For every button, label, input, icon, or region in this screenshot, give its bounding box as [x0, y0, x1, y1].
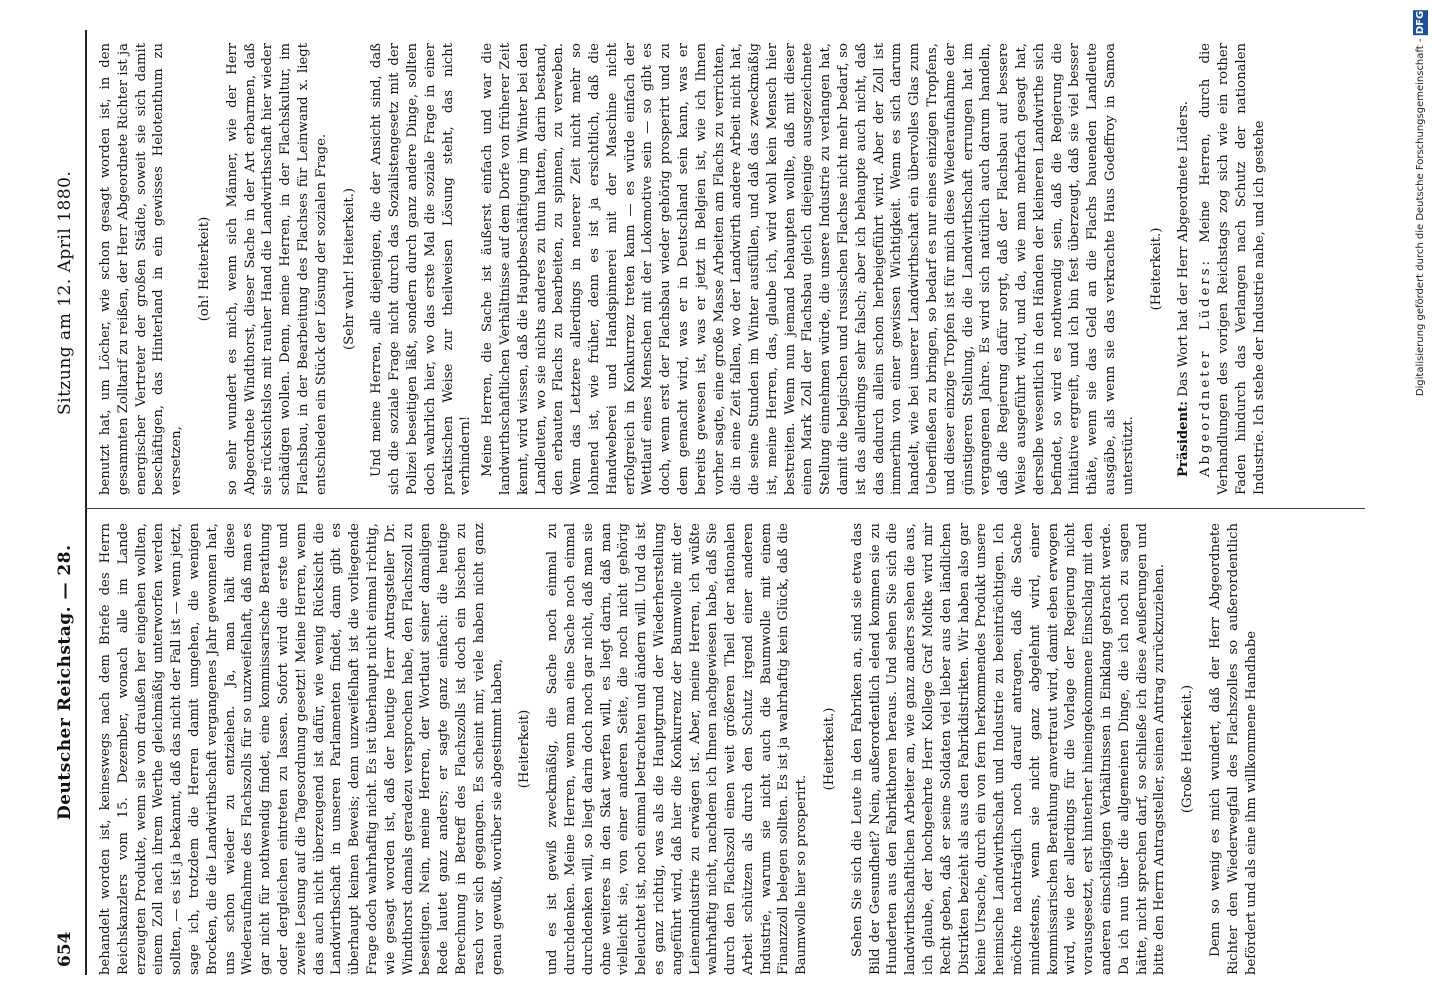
paragraph: Meine Herren, die Sache ist äußerst einfach und war die landwirthschaftlichen Verhältnisse auf dem Dorfe von früherer Zeit kennt, wird wissen, daß die Hauptbeschäftigung im Winter bei den Landleuten, wo sie nichts anderes zu thun hatten, darin bestand, den erbauten Flachs zu bearbeiten, zu spinnen, zu verweben. Wenn das Letztere allerdings in neuerer Zeit nicht mehr so lohnend ist, wie früher, denn es ist ja ersichtlich, daß die Handweberei und Handspinnerei mit der Maschine nicht erfolgreich in Konkurrenz treten kann — es würde einfach der Wettlauf eines Menschen mit der Lokomotive sein — so gibt es doch, wenn erst der Flachsbau wieder gehörig prosperirt und zu dem gemacht wird, was er in Deutschland sein kann, was er bereits gewesen ist, was er jetzt in Belgien ist, wie ich Ihnen vorher sagte, eine große Masse Arbeiten am Flachs zu verrichten, die in eine Zeit fallen, wo der Landwirth andere Arbeit nicht hat, die seine Stunden im Winter ausfüllen, und daß das zweckmäßig ist, meine Herren, das, glaube ich, wird wohl kein Mensch hier bestreiten. Wenn nun jemand behaupten wollte, daß mit dieser einen Mark Zoll der Flachsbau gleich diejenige ausgezeichnete Stellung einnehmen würde, die unsere Industrie zu verlangen hat, damit die belgischen und russischen Flachse nicht mehr bedarf, so ist das allerdings sehr falsch; aber ich behaupte auch nicht, daß das dadurch allein schon herbeigeführt wird. Aber der Zoll ist immerhin von einer gewissen Wichtigkeit. Wenn es sich darum handelt, wie bei unserer Landwirthschaft ein übervolles Glas zum Ueberfließen zu bringen, so bedarf es nur eines einzigen Tropfens, und dieser einzige Tropfen ist für mich diese Wiederaufnahme der günstigeren Stellung, die die Landwirthschaft errungen hat im vergangenen Jahre. Es wird sich natürlich auch darum handeln, daß die Regierung dafür sorgt, daß der Flachsbau auf bessere Weise ausgeführt wird, und da, wie man mehrfach gesagt hat, derselbe wesentlich in den Händen der kleineren Landwirthe sich befindet, so wird es nothwendig sein, daß die Regierung die Initiative ergreift, und ich bin fest überzeugt, daß sie viel besser thäte, wenn sie das Geld an die Flachs bauenden Landleute ausgäbe, als wenn sie das verkrachte Haus Godeffroy in Samoa unterstützt. — [480, 43, 1136, 495]
digitization-text: Digitalisierung gefördert durch die Deutsche Forschungsgemeinschaft - — [1415, 38, 1426, 397]
interjection: (Sehr wahr! Heiterkeit.) — [341, 188, 357, 350]
paragraph: Und meine Herren, alle diejenigen, die der Ansicht sind, daß sich die soziale Frage nicht durch das Sozialistengesetz mit der Polizei beseitigen läßt, sondern durch ganz andere Dinge, sollten doch wahrlich hier, wo das erste Mal die soziale Frage in einer praktischen Weise zur theilweisen Lösung steht, das nicht verhindern! — [369, 43, 474, 495]
paragraph: behandelt worden ist, keineswegs nach dem Briefe des Herrn Reichskanzlers vom 15. Dezember, wonach alle im Lande erzeugten Produkte, wenn sie von draußen her eingehen wollten, einem Zoll nach ihrem Werthe gleichmäßig unterworfen werden sollten, — es ist ja bekannt, daß das nicht der Fall ist — wenn jetzt, sage ich, trotzdem die Herren damit umgehen, die wenigen Brocken, die die Landwirthschaft vergangenes Jahr gewonnen hat, uns schon wieder zu entziehen. Ja, man hält diese Wiederaufnahme des Flachszolls für so unzweifelhaft, daß man es gar nicht für nothwendig findet, eine kommissarische Berathung oder dergleichen eintreten zu lassen. Sofort wird die erste und zweite Lesung auf die Tagesordnung gesetzt! Meine Herren, wenn das auch nicht überzeugend ist dafür, wie wenig Rücksicht die Landwirthschaft in unseren Parlamenten findet, dann gibt es überhaupt keinen Beweis; denn unzweifelhaft ist die vorliegende Frage doch wahrhaftig nicht. Es ist überhaupt nicht einmal richtig, wie gesagt worden ist, daß der heutige Herr Antragsteller Dr. Windthorst damals geradezu versprochen habe, den Flachszoll zu beseitigen. Nein, meine Herren, der Wortlaut seiner damaligen Rede lautet ganz anders; er sagte ganz einfach: die heutige Berechnung in Betreff des Flachszolls ist doch ein bischen zu rasch vor sich gegangen. Es scheint mir, viele haben nicht ganz genau gewußt, worüber sie abgestimmt haben, — [98, 523, 505, 975]
page-number: 654 — [55, 931, 75, 967]
dfg-logo: DFG — [1415, 11, 1426, 35]
speaker-paragraph — [1197, 43, 1268, 495]
page-header — [45, 30, 87, 975]
digitization-note — [1413, 10, 1428, 396]
paragraph: benutzt hat, um Löcher, wie schon gesagt worden ist, in den gesammten Zolltarif zu reißen, der Herr Abgeordnete Richter ist ja energischer Vertreter der großen Städte, soweit sie sich damit beschäftigen, das Hinterland in ein gewisses Helotenthum zu versetzen, — [98, 43, 185, 495]
right-column — [97, 43, 1367, 495]
speaker-label: Präsident: — [1176, 400, 1192, 477]
paragraph: Sehen Sie sich die Leute in den Fabriken an, sind sie etwa das Bild der Gesundheit? Nein, außerordentlich elend kommen sie zu Hunderten aus den Fabrikthoren heraus. Und sehen Sie sich die landwirthschaftlichen Arbeiter an, wie ganz anders sehen die aus, ich glaube, der hochgeehrte Herr Kollege Graf Moltke wird mir Recht geben, daß er seine Soldaten viel lieber aus den ländlichen Distrikten bezieht als aus den Fabrikdistrikten. Wir haben also gar keine Ursache, durch ein von fern herkommendes Produkt unsere heimische Landwirthschaft und Industrie zu beeinträchtigen. Ich möchte nachträglich noch darauf antragen, daß die Sache mindestens, wenn sie nicht ganz abgelehnt wird, einer kommissarischen Berathung anvertraut wird, damit eben erwogen wird, wie der allerdings für die Vorlage der Regierung nicht vorausgesetzt, erst hinterher hineingekommene Einschlag mit den anderen einschlägigen Verhältnissen in Einklang gebracht werde. Da ich nun über die allgemeinen Dinge, die ich noch zu sagen hätte, nicht sprechen darf, so schließe ich diese Aeußerungen und bitte den Herrn Antragsteller, seinen Antrag zurückzuziehen. — [849, 523, 1168, 975]
document-page — [45, 30, 1385, 975]
session-date: Sitzung am 12. April 1880. — [55, 170, 75, 415]
paragraph: Denn so wenig es mich wundert, daß der Herr Abgeordnete Richter den Wiederwegfall des Flachszolles so außerordentlich befördert und als eine ihm willkommene Handhabe — [1208, 523, 1259, 975]
interjection: (Heiterkeit.) — [1148, 227, 1164, 311]
speaker-text: Das Wort hat der Herr Abgeordnete Lüders. — [1176, 101, 1192, 397]
interjection: (Große Heiterkeit.) — [1180, 684, 1196, 814]
interjection: (Heiterkeit) — [517, 709, 533, 789]
speaker-label: Abgeordneter Lüders: — [1198, 258, 1214, 477]
paragraph: so sehr wundert es mich, wenn sich Männer, wie der Herr Abgeordnete Windthorst, dieser Sache in der Art erbarmen, daß sie rücksichtslos mit rauher Hand die Landwirthschaft hier wieder schädigen wollen. Denn, meine Herren, in der Flachskultur, im Flachsbau, in der Bearbeitung des Flachses für Leinwand x. liegt entschieden ein Stück der Lösung der sozialen Frage. — [224, 43, 329, 495]
publication-title: Deutscher Reichstag. — 28. — [55, 544, 75, 820]
left-column — [97, 523, 1367, 975]
speaker-text: Meine Herren, durch die Verhandlungen des vorigen Reichstags zog sich wie ein rother Faden hindurch das Verlangen nach Schutz der nationalen Industrie. Ich stehe der Industrie nahe, und ich gestehe — [1198, 43, 1267, 495]
column-divider — [85, 508, 1365, 509]
interjection: (Heiterkeit.) — [822, 707, 838, 791]
paragraph: und es ist gewiß zweckmäßig, die Sache noch einmal zu durchdenken. Meine Herren, wenn man eine Sache noch einmal durchdenken will, so liegt darin doch noch gar nicht, daß man sie ohne weiteres in den Skat werfen will, es liegt darin, daß man vielleicht sie, von einer anderen Seite, die noch nicht gehörig beleuchtet ist, noch einmal betrachten und ändern will. Und da ist es ganz richtig, was als die Hauptgrund der Wiederherstellung angeführt wird, daß hier die Konkurrenz der Baumwolle mit der Leinenindustrie zu erwägen ist. Aber, meine Herren, ich wüßte wahrhaftig nicht, nachdem ich Ihnen nachgewiesen habe, daß Sie durch den Flachszoll einen weit größeren Theil der nationalen Arbeit schützen als durch den Schutz irgend einer anderen Industrie, warum sie nicht auch die Baumwolle mit einem Finanzzoll belegen sollten. Es ist ja wahrhaftig kein Glück, daß die Baumwolle hier so prosperirt. — [545, 523, 810, 975]
speaker-paragraph — [1175, 43, 1193, 495]
interjection: (oh! Heiterkeit) — [196, 216, 212, 322]
